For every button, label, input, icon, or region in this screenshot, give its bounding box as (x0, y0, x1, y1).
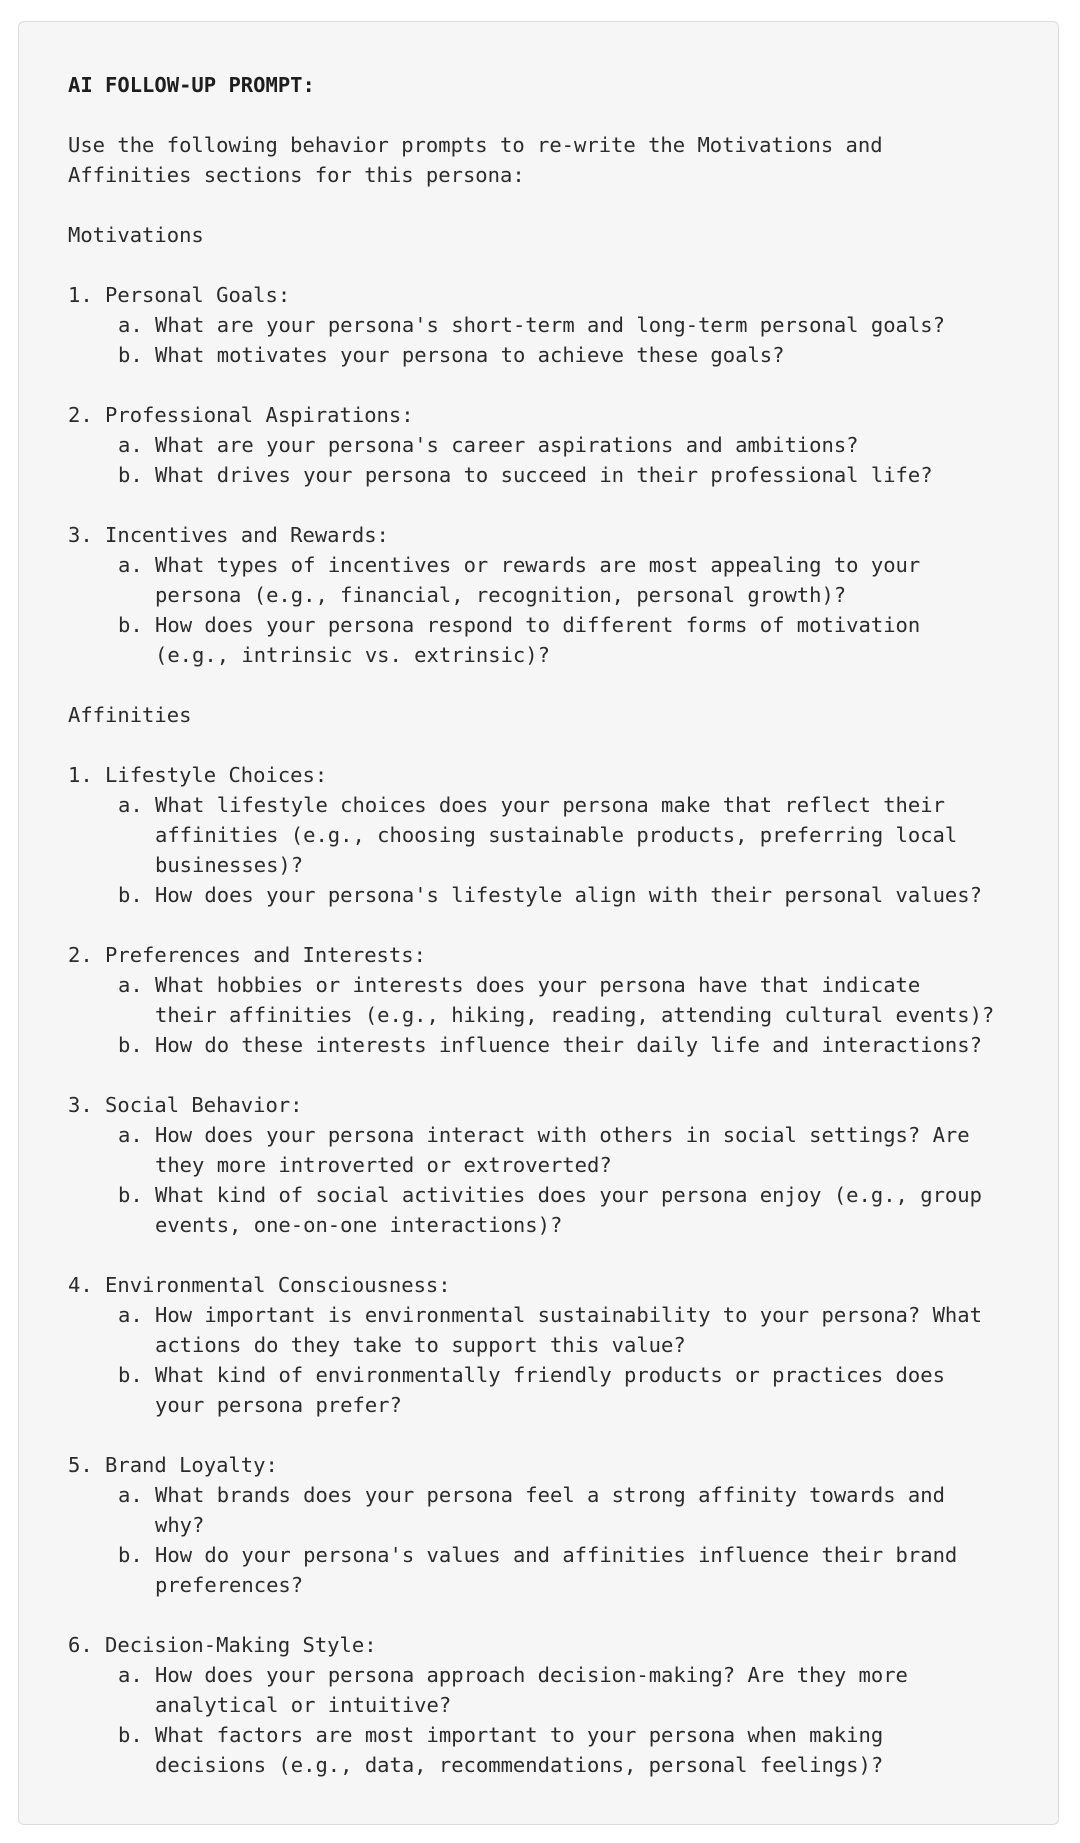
sub-question-line: a. What are your persona's short-term and long-term personal goals? (118, 313, 945, 337)
sub-question (68, 1720, 1028, 1780)
list-item (68, 280, 1028, 370)
list-item-label: 2. Preferences and Interests: (68, 943, 426, 967)
sub-question-line: a. How does your persona interact with others in social settings? Are (118, 1123, 970, 1147)
list-item (68, 400, 1028, 490)
sub-question (68, 1300, 1028, 1360)
sub-question-line: (e.g., intrinsic vs. extrinsic)? (155, 643, 550, 667)
sub-question (68, 550, 1028, 610)
sub-question-line: a. What hobbies or interests does your persona have that indicate (118, 973, 921, 997)
prompt-title: AI FOLLOW-UP PROMPT: (68, 73, 315, 97)
list-item-label: 5. Brand Loyalty: (68, 1453, 278, 1477)
list-item (68, 520, 1028, 670)
sub-question-line: b. How does your persona's lifestyle align with their personal values? (118, 883, 982, 907)
sub-question-line: analytical or intuitive? (155, 1693, 452, 1717)
spacer (68, 730, 1028, 760)
sub-question-line: persona (e.g., financial, recognition, personal growth)? (155, 583, 847, 607)
spacer (68, 910, 1028, 940)
spacer (68, 1600, 1028, 1630)
sub-question-line: actions do they take to support this value? (155, 1333, 686, 1357)
spacer (68, 670, 1028, 700)
list-item-label: 1. Personal Goals: (68, 283, 291, 307)
spacer (68, 1240, 1028, 1270)
spacer (68, 370, 1028, 400)
list-item-label: 3. Social Behavior: (68, 1093, 303, 1117)
sub-question (68, 880, 1028, 910)
sub-question-line: businesses)? (155, 853, 304, 877)
sub-question-line: a. What lifestyle choices does your persona make that reflect their (118, 793, 945, 817)
sub-question-line: b. What kind of social activities does your persona enjoy (e.g., group (118, 1183, 982, 1207)
motivations-list (68, 250, 1028, 670)
sub-question (68, 430, 1028, 460)
spacer (68, 1060, 1028, 1090)
sub-question (68, 1540, 1028, 1600)
list-item-label: 4. Environmental Consciousness: (68, 1273, 451, 1297)
sub-question (68, 790, 1028, 880)
sub-question (68, 1480, 1028, 1540)
sub-question (68, 610, 1028, 670)
spacer (68, 100, 1028, 130)
list-item (68, 940, 1028, 1060)
sub-question-line: b. What factors are most important to your persona when making (118, 1723, 884, 1747)
sub-question (68, 460, 1028, 490)
sub-question (68, 970, 1028, 1030)
prompt-code-block (18, 21, 1059, 1825)
sub-question-line: they more introverted or extroverted? (155, 1153, 612, 1177)
spacer (68, 490, 1028, 520)
intro-text (68, 130, 1028, 190)
sub-question-line: b. How does your persona respond to different forms of motivation (118, 613, 921, 637)
sub-question (68, 340, 1028, 370)
list-item (68, 1630, 1028, 1780)
sub-question (68, 1180, 1028, 1240)
sub-question (68, 1660, 1028, 1720)
intro-line: Use the following behavior prompts to re-write the Motivations and (68, 133, 883, 157)
sub-question-line: a. How important is environmental sustainability to your persona? What (118, 1303, 982, 1327)
list-item-label: 3. Incentives and Rewards: (68, 523, 389, 547)
list-item-label: 2. Professional Aspirations: (68, 403, 414, 427)
intro-line: Affinities sections for this persona: (68, 163, 525, 187)
sub-question-line: b. What motivates your persona to achieve these goals? (118, 343, 785, 367)
spacer (68, 250, 1028, 280)
sub-question-line: b. What drives your persona to succeed in their professional life? (118, 463, 933, 487)
sub-question-line: affinities (e.g., choosing sustainable products, preferring local (155, 823, 958, 847)
sub-question-line: events, one-on-one interactions)? (155, 1213, 563, 1237)
sub-question-line: their affinities (e.g., hiking, reading, attending cultural events)? (155, 1003, 995, 1027)
sub-question-line: b. How do your persona's values and affinities influence their brand (118, 1543, 958, 1567)
affinities-heading: Affinities (68, 703, 192, 727)
spacer (68, 1420, 1028, 1450)
sub-question (68, 1360, 1028, 1420)
list-item-label: 1. Lifestyle Choices: (68, 763, 328, 787)
sub-question-line: preferences? (155, 1573, 304, 1597)
sub-question-line: b. How do these interests influence their daily life and interactions? (118, 1033, 982, 1057)
list-item-label: 6. Decision-Making Style: (68, 1633, 377, 1657)
sub-question-line: decisions (e.g., data, recommendations, personal feelings)? (155, 1753, 884, 1777)
sub-question-line: a. How does your persona approach decision-making? Are they more (118, 1663, 908, 1687)
motivations-heading: Motivations (68, 223, 204, 247)
sub-question (68, 1030, 1028, 1060)
sub-question (68, 310, 1028, 340)
sub-question-line: b. What kind of environmentally friendly products or practices does (118, 1363, 945, 1387)
sub-question-line: a. What types of incentives or rewards are most appealing to your (118, 553, 921, 577)
sub-question-line: a. What brands does your persona feel a strong affinity towards and (118, 1483, 945, 1507)
list-item (68, 1270, 1028, 1420)
list-item (68, 1090, 1028, 1240)
sub-question-line: your persona prefer? (155, 1393, 402, 1417)
sub-question-line: why? (155, 1513, 205, 1537)
spacer (68, 190, 1028, 220)
affinities-list (68, 730, 1028, 1780)
list-item (68, 760, 1028, 910)
sub-question-line: a. What are your persona's career aspirations and ambitions? (118, 433, 859, 457)
sub-question (68, 1120, 1028, 1180)
list-item (68, 1450, 1028, 1600)
